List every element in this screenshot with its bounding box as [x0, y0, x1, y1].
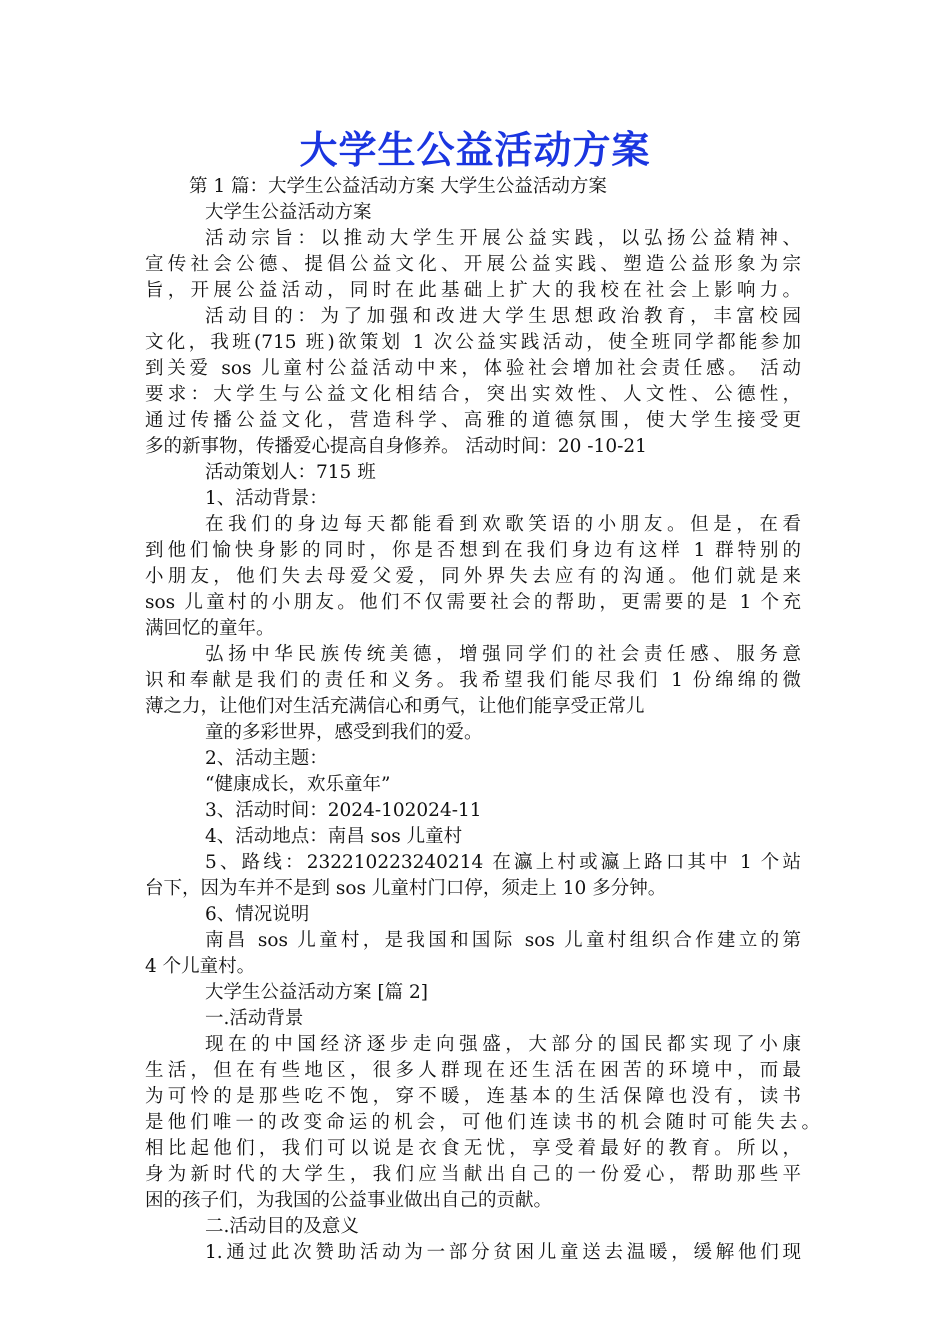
body-line: 第 1 篇：大学生公益活动方案 大学生公益活动方案 — [189, 176, 607, 197]
body-line: 童的多彩世界，感受到我们的爱。 — [205, 722, 483, 743]
body-line: 多的新事物，传播爱心提高自身修养。 活动时间：20 -10-21 — [145, 436, 647, 457]
body-line: 为可怜的是那些吃不饱，穿不暖，连基本的生活保障也没有，读书 — [145, 1086, 801, 1107]
body-line: 4、活动地点：南昌 sos 儿童村 — [205, 826, 463, 847]
body-line: 活动策划人：715 班 — [205, 462, 376, 483]
body-line: 一.活动背景 — [205, 1008, 304, 1029]
body-line: 在我们的身边每天都能看到欢歌笑语的小朋友。但是，在看 — [205, 514, 801, 535]
body-line: 3、活动时间：2024-102024-11 — [205, 800, 482, 821]
body-line: sos 儿童村的小朋友。他们不仅需要社会的帮助，更需要的是 1 个充 — [145, 592, 801, 613]
body-line: 南昌 sos 儿童村，是我国和国际 sos 儿童村组织合作建立的第 — [205, 930, 801, 951]
body-line: 小朋友，他们失去母爱父爱，同外界失去应有的沟通。他们就是来 — [145, 566, 801, 587]
body-line: 旨，开展公益活动，同时在此基础上扩大的我校在社会上影响力。 — [145, 280, 801, 301]
body-line: 1、活动背景： — [205, 488, 328, 509]
body-line: 薄之力，让他们对生活充满信心和勇气，让他们能享受正常儿 — [145, 696, 645, 717]
body-line: 大学生公益活动方案 — [205, 202, 372, 223]
body-line: 到关爱 sos 儿童村公益活动中来，体验社会增加社会责任感。 活动 — [145, 358, 801, 379]
body-line: 台下，因为车并不是到 sos 儿童村门口停，须走上 10 多分钟。 — [145, 878, 667, 899]
body-line: 要求：大学生与公益文化相结合，突出实效性、人文性、公德性， — [145, 384, 801, 405]
body-line: 2、活动主题： — [205, 748, 328, 769]
body-line: “健康成长，欢乐童年” — [205, 774, 391, 795]
body-line: 弘扬中华民族传统美德，增强同学们的社会责任感、服务意 — [205, 644, 801, 665]
body-line: 文化，我班(715 班)欲策划 1 次公益实践活动，使全班同学都能参加 — [145, 332, 801, 353]
body-line: 活动宗旨：以推动大学生开展公益实践，以弘扬公益精神、 — [205, 228, 801, 249]
body-line: 现在的中国经济逐步走向强盛，大部分的国民都实现了小康 — [205, 1034, 801, 1055]
body-line: 是他们唯一的改变命运的机会，可他们连读书的机会随时可能失去。 — [145, 1112, 820, 1133]
body-line: 相比起他们，我们可以说是衣食无忧，享受着最好的教育。所以， — [145, 1138, 801, 1159]
body-line: 6、情况说明 — [205, 904, 310, 925]
document-title: 大学生公益活动方案 — [299, 128, 651, 172]
body-line: 生活，但在有些地区，很多人群现在还生活在困苦的环境中，而最 — [145, 1060, 801, 1081]
body-line: 4 个儿童村。 — [145, 956, 256, 977]
body-line: 二.活动目的及意义 — [205, 1216, 359, 1237]
body-line: 到他们愉快身影的同时，你是否想到在我们身边有这样 1 群特别的 — [145, 540, 801, 561]
body-line: 身为新时代的大学生，我们应当献出自己的一份爱心，帮助那些平 — [145, 1164, 801, 1185]
body-line: 困的孩子们，为我国的公益事业做出自己的贡献。 — [145, 1190, 553, 1211]
body-line: 活动目的：为了加强和改进大学生思想政治教育，丰富校园 — [205, 306, 801, 327]
body-line: 满回忆的童年。 — [145, 618, 275, 639]
body-line: 宣传社会公德、提倡公益文化、开展公益实践、塑造公益形象为宗 — [145, 254, 801, 275]
body-line: 1.通过此次赞助活动为一部分贫困儿童送去温暖，缓解他们现 — [205, 1242, 801, 1263]
body-line: 大学生公益活动方案 [篇 2] — [205, 982, 428, 1003]
body-line: 5、路线：232210223240214 在瀛上村或瀛上路口其中 1 个站 — [205, 852, 801, 873]
body-line: 通过传播公益文化，营造科学、高雅的道德氛围，使大学生接受更 — [145, 410, 801, 431]
body-line: 识和奉献是我们的责任和义务。我希望我们能尽我们 1 份绵绵的微 — [145, 670, 801, 691]
